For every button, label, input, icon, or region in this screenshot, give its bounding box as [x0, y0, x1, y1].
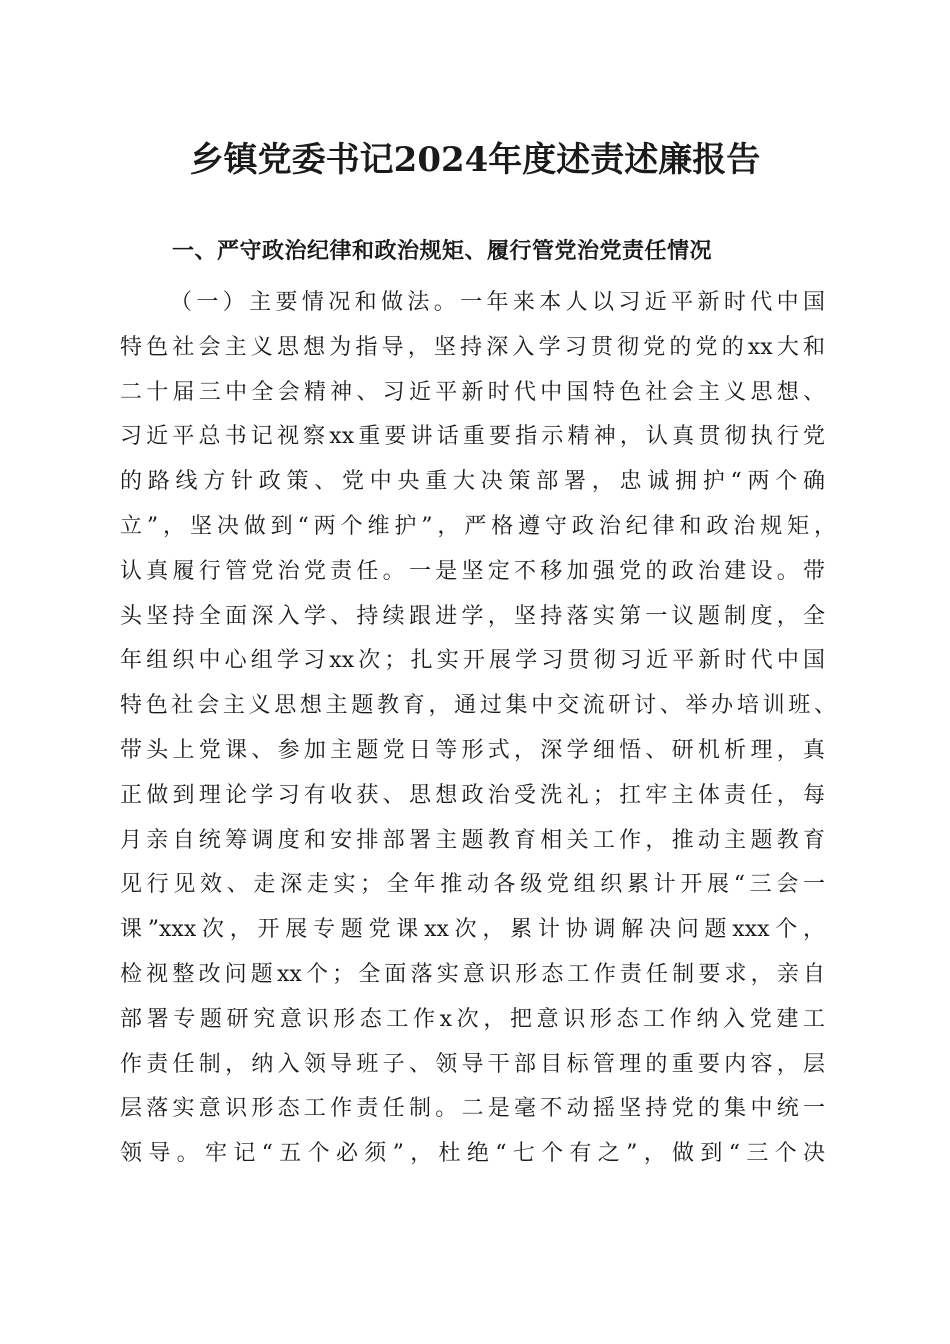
body-line: 正做到理论学习有收获、思想政治受洗礼；扛牢主体责任，每 [120, 782, 825, 808]
body-line: 带头上党课、参加主题党日等形式，深学细悟、研机析理，真 [120, 737, 825, 763]
body-line: 的路线方针政策、党中央重大决策部署，忠诚拥护“两个确 [120, 469, 825, 495]
section-heading: 一、严守政治纪律和政治规矩、履行管党治党责任情况 [172, 239, 713, 264]
body-text [120, 281, 840, 1177]
body-line: （一）主要情况和做法。一年来本人以习近平新时代中国 [170, 290, 825, 315]
body-line: 课”xxx次，开展专题党课xx次，累计协调解决问题xxx个， [120, 917, 825, 943]
body-line: 特色社会主义思想主题教育，通过集中交流研讨、举办培训班、 [120, 693, 836, 719]
body-line: 立”，坚决做到“两个维护”，严格遵守政治纪律和政治规矩， [120, 513, 836, 539]
body-line: 部署专题研究意识形态工作x次，把意识形态工作纳入党建工 [120, 1006, 825, 1032]
document-title: 乡镇党委书记2024年度述责述廉报告 [189, 140, 761, 180]
body-line: 作责任制，纳入领导班子、领导干部目标管理的重要内容，层 [120, 1051, 825, 1077]
body-line: 月亲自统筹调度和安排部署主题教育相关工作，推动主题教育 [120, 827, 825, 853]
body-line: 认真履行管党治党责任。一是坚定不移加强党的政治建设。带 [120, 558, 825, 584]
body-line: 年组织中心组学习xx次；扎实开展学习贯彻习近平新时代中国 [120, 648, 825, 674]
body-line: 检视整改问题xx个；全面落实意识形态工作责任制要求，亲自 [120, 961, 825, 987]
body-line: 层落实意识形态工作责任制。二是毫不动摇坚持党的集中统一 [120, 1096, 825, 1122]
body-line: 习近平总书记视察xx重要讲话重要指示精神，认真贯彻执行党 [120, 424, 825, 450]
body-line: 见行见效、走深走实；全年推动各级党组织累计开展“三会一 [120, 872, 825, 898]
body-line: 领导。牢记“五个必须”，杜绝“七个有之”，做到“三个决 [120, 1141, 825, 1167]
body-line: 特色社会主义思想为指导，坚持深入学习贯彻党的党的xx大和 [120, 334, 825, 360]
body-line: 二十届三中全会精神、习近平新时代中国特色社会主义思想、 [120, 379, 825, 405]
body-line: 头坚持全面深入学、持续跟进学，坚持落实第一议题制度，全 [120, 603, 825, 629]
